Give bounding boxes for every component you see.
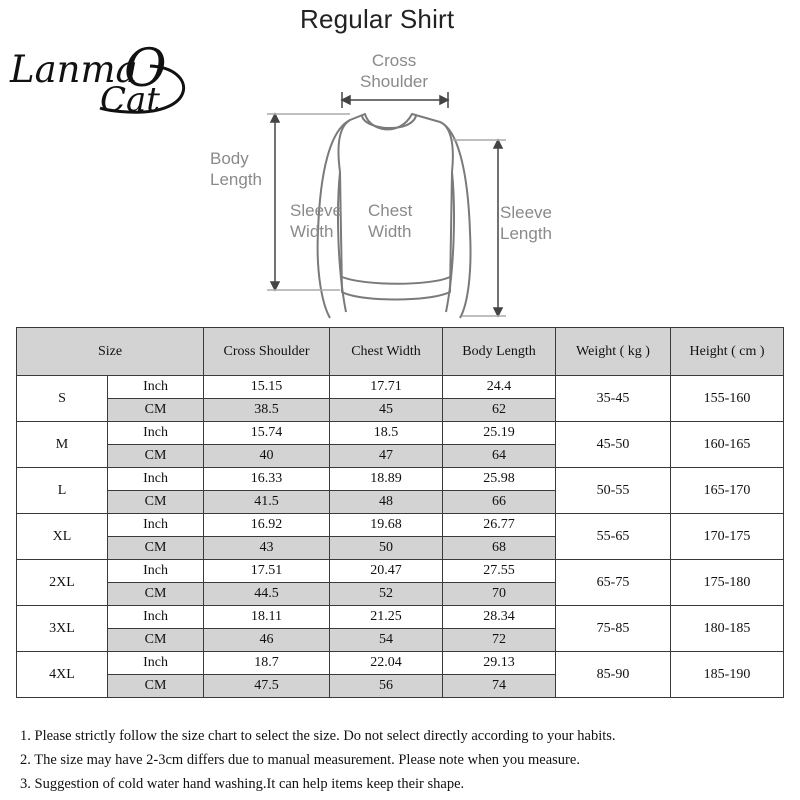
size-cell: L (17, 468, 108, 514)
value-cell: 66 (443, 491, 556, 514)
value-cell: 18.7 (204, 652, 330, 675)
measurement-diagram (200, 42, 580, 324)
unit-cell: Inch (108, 376, 204, 399)
unit-cell: Inch (108, 606, 204, 629)
value-cell: 27.55 (443, 560, 556, 583)
table-row (17, 468, 784, 491)
label-chest-width-line1: Chest (368, 201, 413, 220)
label-cross-shoulder-line2: Shoulder (360, 72, 429, 91)
value-cell: 17.71 (330, 376, 443, 399)
label-body-length (210, 148, 262, 190)
label-sleeve-length (500, 202, 552, 244)
value-cell: 16.92 (204, 514, 330, 537)
note-item: 3. Suggestion of cold water hand washing.It can help items keep their shape. (20, 776, 465, 792)
table-row (17, 422, 784, 445)
value-cell: 25.19 (443, 422, 556, 445)
weight-cell: 55-65 (556, 514, 671, 560)
value-cell: 28.34 (443, 606, 556, 629)
value-cell: 47.5 (204, 675, 330, 698)
value-cell: 43 (204, 537, 330, 560)
weight-cell: 45-50 (556, 422, 671, 468)
size-cell: M (17, 422, 108, 468)
value-cell: 70 (443, 583, 556, 606)
height-cell: 165-170 (671, 468, 784, 514)
height-cell: 155-160 (671, 376, 784, 422)
weight-cell: 35-45 (556, 376, 671, 422)
label-sleeve-width (290, 200, 342, 242)
value-cell: 68 (443, 537, 556, 560)
height-cell: 175-180 (671, 560, 784, 606)
value-cell: 50 (330, 537, 443, 560)
value-cell: 47 (330, 445, 443, 468)
size-cell: 4XL (17, 652, 108, 698)
weight-cell: 65-75 (556, 560, 671, 606)
brand-logo (8, 8, 193, 120)
value-cell: 72 (443, 629, 556, 652)
unit-cell: Inch (108, 514, 204, 537)
value-cell: 29.13 (443, 652, 556, 675)
label-sleeve-width-line2: Width (290, 222, 334, 241)
value-cell: 62 (443, 399, 556, 422)
note-item: 1. Please strictly follow the size chart to select the size. Do not select directly according to your habits. (20, 728, 616, 744)
weight-cell: 85-90 (556, 652, 671, 698)
label-sleeve-length-line2: Length (500, 224, 552, 243)
weight-cell: 75-85 (556, 606, 671, 652)
label-cross-shoulder-line1: Cross (371, 51, 417, 70)
value-cell: 45 (330, 399, 443, 422)
unit-cell: CM (108, 491, 204, 514)
notes-list (20, 724, 616, 796)
label-body-length-line1: Body (210, 149, 249, 168)
value-cell: 24.4 (443, 376, 556, 399)
size-cell: S (17, 376, 108, 422)
value-cell: 22.04 (330, 652, 443, 675)
note-item: 2. The size may have 2-3cm differs due to manual measurement. Please note when you measure. (20, 752, 580, 768)
unit-cell: CM (108, 675, 204, 698)
header-body-length: Body Length (443, 328, 556, 376)
unit-cell: Inch (108, 652, 204, 675)
logo-text-o: O (124, 39, 167, 99)
table-row (17, 606, 784, 629)
table-row (17, 560, 784, 583)
header-cross-shoulder: Cross Shoulder (204, 328, 330, 376)
value-cell: 16.33 (204, 468, 330, 491)
value-cell: 15.15 (204, 376, 330, 399)
label-sleeve-width-line1: Sleeve (290, 201, 342, 220)
page-title: Regular Shirt (300, 4, 455, 34)
height-cell: 180-185 (671, 606, 784, 652)
value-cell: 40 (204, 445, 330, 468)
value-cell: 18.11 (204, 606, 330, 629)
value-cell: 15.74 (204, 422, 330, 445)
label-cross-shoulder (360, 50, 428, 92)
value-cell: 19.68 (330, 514, 443, 537)
value-cell: 38.5 (204, 399, 330, 422)
value-cell: 44.5 (204, 583, 330, 606)
value-cell: 21.25 (330, 606, 443, 629)
header-height: Height ( cm ) (671, 328, 784, 376)
logo-text-main: Lanma (10, 48, 138, 91)
unit-cell: CM (108, 445, 204, 468)
value-cell: 64 (443, 445, 556, 468)
size-cell: XL (17, 514, 108, 560)
height-cell: 185-190 (671, 652, 784, 698)
size-chart-table (16, 327, 784, 698)
unit-cell: CM (108, 537, 204, 560)
table-row (17, 376, 784, 399)
value-cell: 56 (330, 675, 443, 698)
value-cell: 41.5 (204, 491, 330, 514)
value-cell: 48 (330, 491, 443, 514)
unit-cell: CM (108, 399, 204, 422)
size-cell: 3XL (17, 606, 108, 652)
value-cell: 26.77 (443, 514, 556, 537)
label-sleeve-length-line1: Sleeve (500, 203, 552, 222)
table-row (17, 514, 784, 537)
height-cell: 160-165 (671, 422, 784, 468)
value-cell: 18.5 (330, 422, 443, 445)
unit-cell: Inch (108, 422, 204, 445)
unit-cell: Inch (108, 560, 204, 583)
value-cell: 52 (330, 583, 443, 606)
weight-cell: 50-55 (556, 468, 671, 514)
size-chart-body (17, 328, 784, 698)
label-chest-width-line2: Width (368, 222, 412, 241)
header-size: Size (17, 328, 204, 376)
size-cell: 2XL (17, 560, 108, 606)
table-row (17, 652, 784, 675)
unit-cell: CM (108, 629, 204, 652)
label-body-length-line2: Length (210, 170, 262, 189)
value-cell: 46 (204, 629, 330, 652)
unit-cell: Inch (108, 468, 204, 491)
value-cell: 25.98 (443, 468, 556, 491)
value-cell: 20.47 (330, 560, 443, 583)
value-cell: 74 (443, 675, 556, 698)
logo-text-cat: Cat (100, 80, 160, 120)
height-cell: 170-175 (671, 514, 784, 560)
header-weight: Weight ( kg ) (556, 328, 671, 376)
header-chest-width: Chest Width (330, 328, 443, 376)
value-cell: 54 (330, 629, 443, 652)
table-header-row (17, 328, 784, 376)
unit-cell: CM (108, 583, 204, 606)
value-cell: 17.51 (204, 560, 330, 583)
label-chest-width (368, 200, 412, 242)
value-cell: 18.89 (330, 468, 443, 491)
